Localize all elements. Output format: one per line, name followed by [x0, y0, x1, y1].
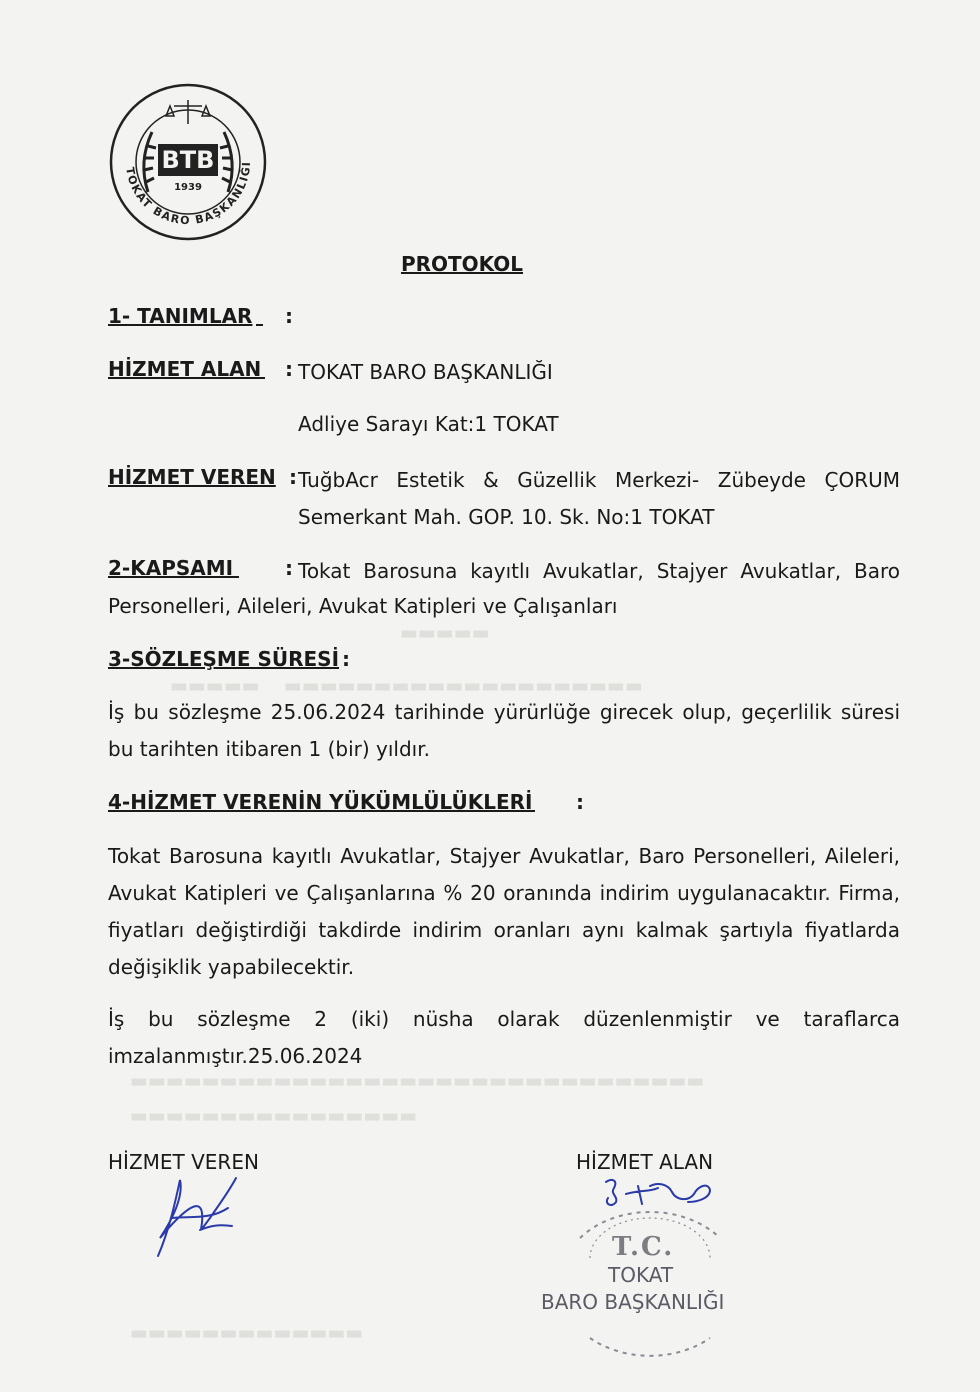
yukumluluk-label: 4-HİZMET VERENİN YÜKÜMLÜLÜKLERİ [108, 790, 533, 814]
hizmet-veren-name: TuğbAcr Estetik & Güzellik Merkezi- Zübeyde ÇORUM [298, 468, 900, 492]
sure-label: 3-SÖZLEŞME SÜRESİ [108, 647, 340, 671]
stamp-line1: TOKAT [608, 1263, 674, 1287]
bleed-through-decoration: ▬▬▬▬▬▬▬▬▬▬▬▬▬▬▬▬ [130, 1105, 418, 1127]
yukumluluk-colon: : [576, 790, 584, 814]
bleed-through-decoration: ▬▬▬▬▬▬▬▬▬▬▬▬▬ [130, 1322, 364, 1344]
stamp-tc: T.C. [612, 1232, 675, 1262]
tokat-baro-seal-icon [108, 82, 268, 242]
signature-hizmet-veren-icon [140, 1168, 270, 1268]
seal-year: 1939 [174, 182, 202, 193]
yukumluluk-underline-pad [528, 790, 582, 814]
yukumluluk-text: Tokat Barosuna kayıtlı Avukatlar, Stajyer Avukatlar, Baro Personelleri, Aileleri, Avukat Katipleri ve Çalışanlarına % 20 oranında indirim uygulanacaktır. Firma, fiyatları değiştirdiği takdirde indirim oranları aynı kalmak şartıyla fiyatlarda değişiklik yapabilecektir. [108, 844, 900, 979]
seal-letters: BTB [161, 146, 215, 174]
kapsami-line1: Tokat Barosuna kayıtlı Avukatlar, Stajyer Avukatlar, Baro [298, 559, 900, 583]
sure-text: İş bu sözleşme 25.06.2024 tarihinde yürürlüğe girecek olup, geçerlilik süresi bu tarihten itibaren 1 (bir) yıldır. [108, 700, 900, 761]
kapsami-colon: : [285, 556, 293, 580]
hizmet-veren-address: Semerkant Mah. GOP. 10. Sk. No:1 TOKAT [298, 505, 715, 529]
hizmet-alan-address: Adliye Sarayı Kat:1 TOKAT [298, 412, 559, 436]
kapsami-underline-pad [232, 556, 288, 580]
section-tanimlar-heading: 1- TANIMLAR [108, 304, 253, 328]
stamp-line2: BARO BAŞKANLIĞI [541, 1290, 725, 1314]
hizmet-alan-underline-pad [258, 357, 288, 381]
bleed-through-decoration: ▬▬▬▬▬ ▬▬▬▬▬▬▬▬▬▬▬▬▬▬▬▬▬▬▬▬ [170, 675, 643, 697]
section-tanimlar-colon: : [285, 304, 293, 328]
signature-label-hizmet-veren: HİZMET VEREN [108, 1150, 259, 1174]
page-title: PROTOKOL [400, 252, 524, 276]
kapsami-label: 2-KAPSAMI [108, 556, 234, 580]
closing-text: İş bu sözleşme 2 (iki) nüsha olarak düzenlenmiştir ve taraflarca imzalanmıştır.25.06.2024 [108, 1007, 900, 1068]
kapsami-line2: Personelleri, Aileleri, Avukat Katipleri ve Çalışanları [108, 594, 618, 618]
sure-colon: : [342, 647, 350, 671]
bleed-through-decoration: ▬▬▬▬▬▬▬▬▬▬▬▬▬▬▬▬▬▬▬▬▬▬▬▬▬▬▬▬▬▬▬▬ [130, 1070, 705, 1092]
seal-ring-text: TOKAT BARO BAŞKANLIĞI [123, 160, 254, 228]
signature-label-hizmet-alan: HİZMET ALAN [576, 1150, 714, 1174]
hizmet-alan-name: TOKAT BARO BAŞKANLIĞI [298, 360, 553, 384]
hizmet-veren-colon: : [289, 465, 297, 489]
hizmet-alan-colon: : [285, 357, 293, 381]
hizmet-veren-label: HİZMET VEREN [108, 465, 276, 489]
bleed-through-decoration: ▬▬▬▬▬ [400, 622, 490, 644]
hizmet-alan-label: HİZMET ALAN [108, 357, 262, 381]
